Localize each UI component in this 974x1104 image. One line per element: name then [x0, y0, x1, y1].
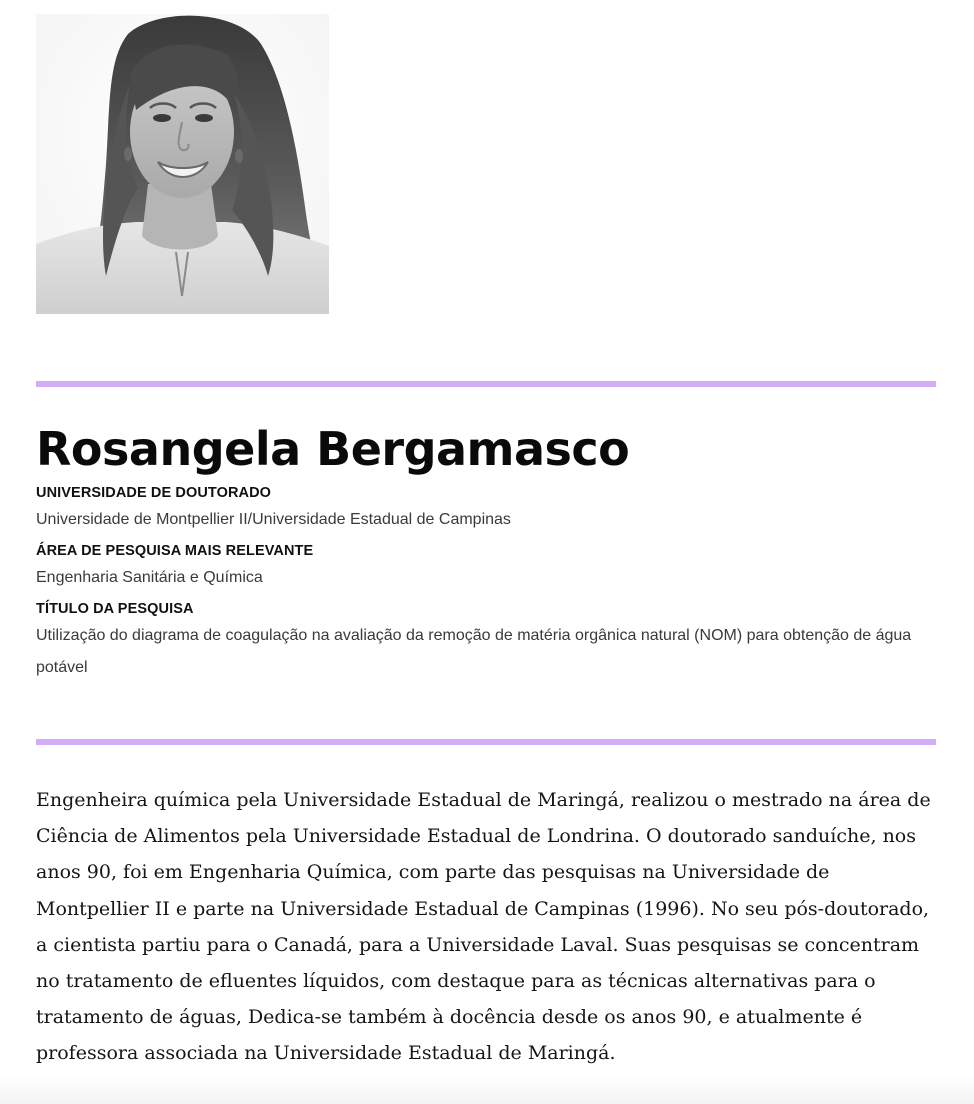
field-value-research-area: Engenharia Sanitária e Química [36, 569, 263, 586]
field-label-research-area: ÁREA DE PESQUISA MAIS RELEVANTE [36, 543, 314, 559]
profile-bio: Engenheira química pela Universidade Estadual de Maringá, realizou o mestrado na área de Ciência de Alimentos pela Universidade Estadual de Londrina. O doutorado sanduíche, nos anos 90, foi em Engenharia Química, com parte das pesquisas na Universidade de Montpellier II e parte na Universidade Estadual de Campinas (1996). No seu pós-doutorado, a cientista partiu para o Canadá, para a Universidade Laval. Suas pesquisas se concentram no tratamento de efluentes líquidos, com destaque para as técnicas alternativas para o tratamento de águas, Dedica-se também à docência desde os anos 90, e atualmente é professora associada na Universidade Estadual de Maringá. [36, 789, 931, 1065]
profile-info [36, 420, 936, 685]
footer-shade [0, 1076, 974, 1104]
field-label-research-title: TÍTULO DA PESQUISA [36, 601, 194, 617]
divider-top [36, 381, 936, 387]
profile-header [36, 14, 936, 314]
field-label-doctorate: UNIVERSIDADE DE DOUTORADO [36, 485, 272, 501]
divider-bottom [36, 739, 936, 745]
field-value-doctorate: Universidade de Montpellier II/Universidade Estadual de Campinas [36, 511, 511, 528]
profile-name: Rosangela Bergamasco [36, 422, 630, 476]
portrait-photo-icon [36, 14, 329, 314]
profile-photo [36, 14, 329, 314]
field-value-research-title: Utilização do diagrama de coagulação na avaliação da remoção de matéria orgânica natural (NOM) para obtenção de água potável [36, 627, 912, 676]
